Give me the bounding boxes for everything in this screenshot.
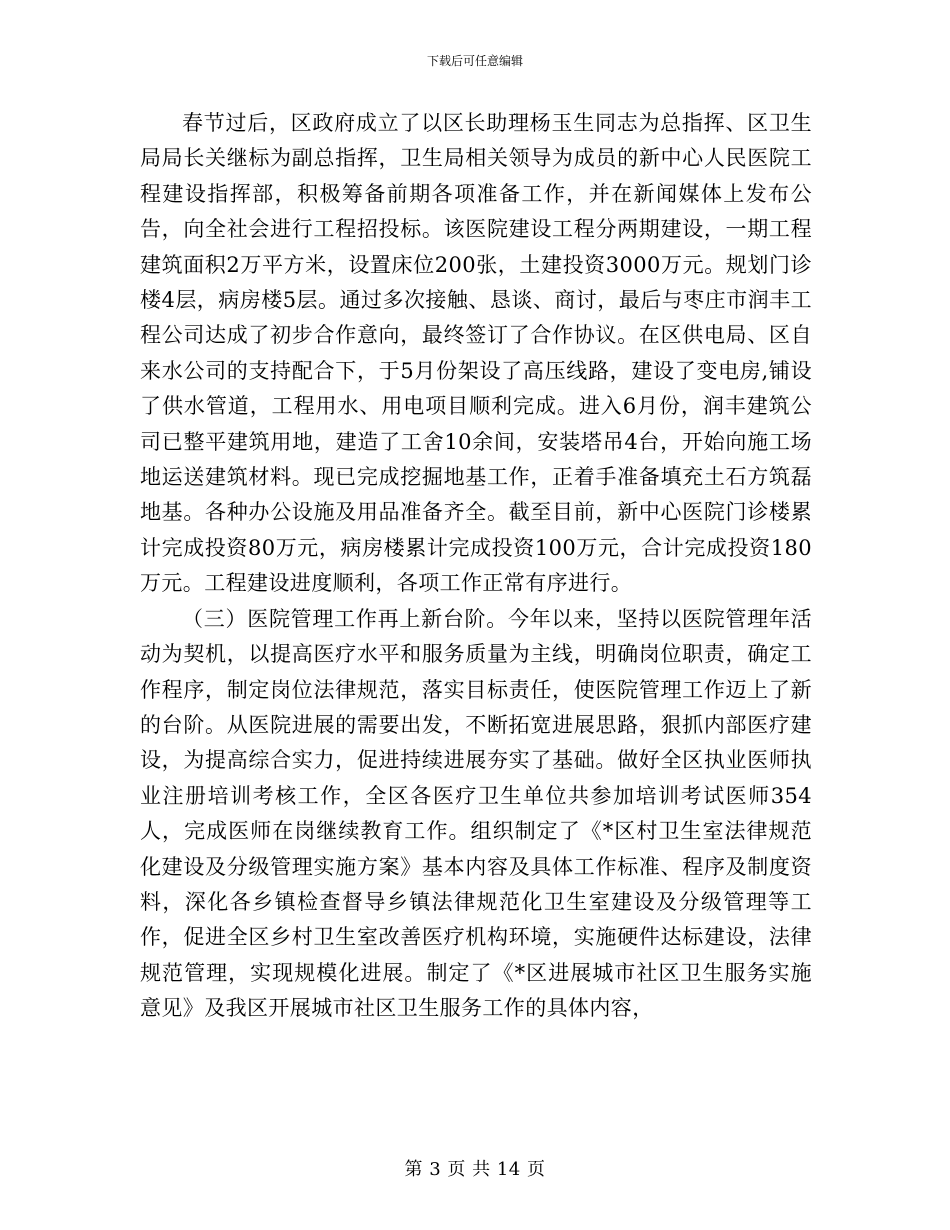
page-header: 下载后可任意编辑: [426, 54, 523, 68]
paragraph-hospital-management: （三）医院管理工作再上新台阶。今年以来，坚持以医院管理年活动为契机，以提高医疗水平和服务质量为主线，明确岗位职责，确定工作程序，制定岗位法律规范，落实目标责任，使医院管理工作迈上了新的台阶。从医院进展的需要出发，不断拓宽进展思路，狠抓内部医疗建设，为提高综合实力，促进持续进展夯实了基础。做好全区执业医师执业注册培训考核工作，全区各医疗卫生单位共参加培训考试医师354人，完成医师在岗继续教育工作。组织制定了《*区村卫生室法律规范化建设及分级管理实施方案》基本内容及具体工作标准、程序及制度资料，深化各乡镇检查督导乡镇法律规范化卫生室建设及分级管理等工作，促进全区乡村卫生室改善医疗机构环境，实施硬件达标建设，法律规范管理，实现规模化进展。制定了《*区进展城市社区卫生服务实施意见》及我区开展城市社区卫生服务工作的具体内容，: [140, 606, 812, 1021]
document-body: [140, 106, 812, 1027]
paragraph-construction: 春节过后，区政府成立了以区长助理杨玉生同志为总指挥、区卫生局局长关继标为副总指挥，卫生局相关领导为成员的新中心人民医院工程建设指挥部，积极筹备前期各项准备工作，并在新闻媒体上发布公告，向全社会进行工程招投标。该医院建设工程分两期建设，一期工程建筑面积2万平方米，设置床位200张，土建投资3000万元。规划门诊楼4层，病房楼5层。通过多次接触、恳谈、商讨，最后与枣庄市润丰工程公司达成了初步合作意向，最终签订了合作协议。在区供电局、区自来水公司的支持配合下，于5月份架设了高压线路，建设了变电房,铺设了供水管道，工程用水、用电项目顺利完成。进入6月份，润丰建筑公司已整平建筑用地，建造了工舍10余间，安装塔吊4台，开始向施工场地运送建筑材料。现已完成挖掘地基工作，正着手准备填充土石方筑磊地基。各种办公设施及用品准备齐全。截至目前，新中心医院门诊楼累计完成投资80万元，病房楼累计完成投资100万元，合计完成投资180万元。工程建设进度顺利，各项工作正常有序进行。: [140, 111, 812, 596]
page-footer: 第 3 页 共 14 页: [404, 1159, 546, 1180]
